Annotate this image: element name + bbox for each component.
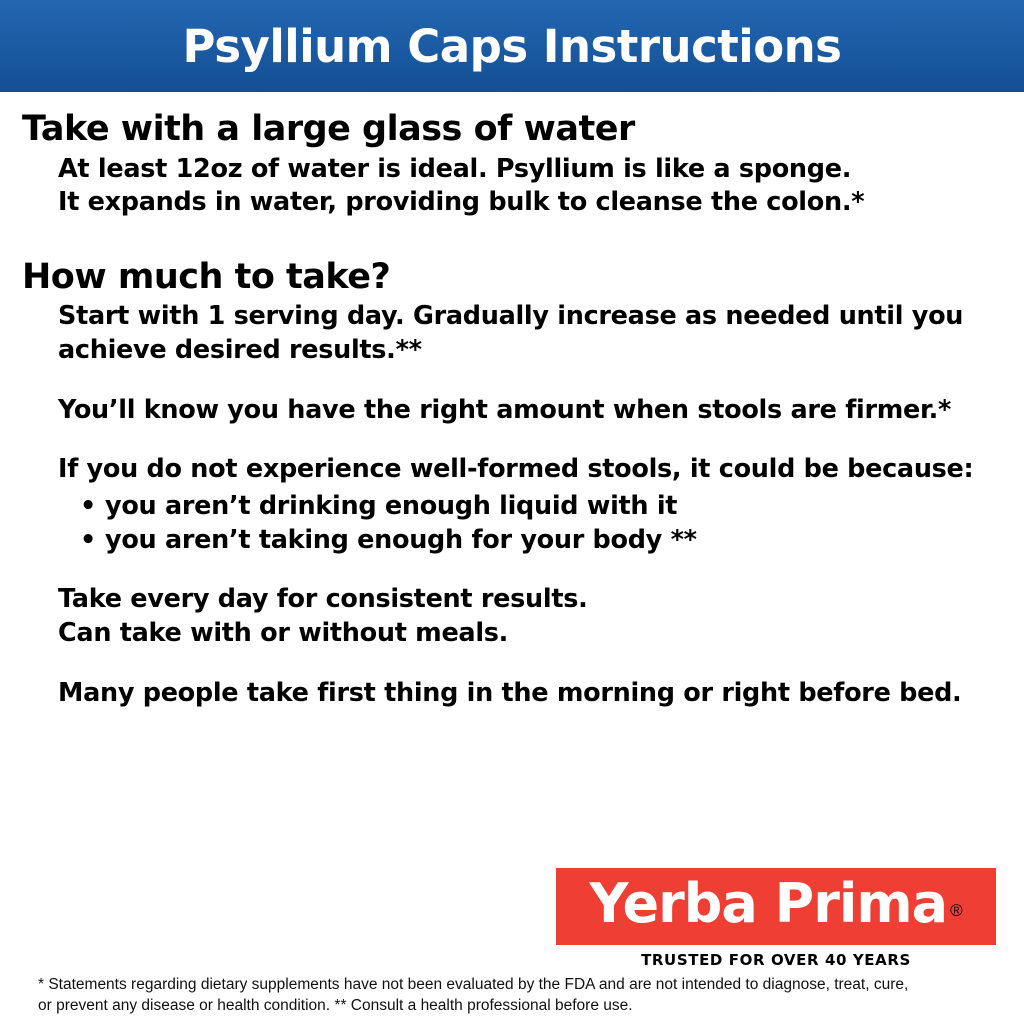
water-line-2: It expands in water, providing bulk to cleanse the colon.* [58, 187, 865, 218]
section-heading-water: Take with a large glass of water [22, 109, 635, 149]
section-heading-dosage: How much to take? [22, 256, 391, 297]
instructions-body [0, 92, 1024, 969]
final-line: Many people take first thing in the morning or right before bed. [58, 677, 962, 708]
footnote-line-2: or prevent any disease or health condition. ** Consult a health professional before use. [38, 997, 633, 1015]
closing-line-2: Can take with or without meals. [58, 617, 509, 648]
water-line-1: At least 12oz of water is ideal. Psyllium is like a sponge. [58, 153, 852, 184]
closing-line-1: Take every day for consistent results. [58, 584, 588, 615]
dosage-paragraph-3: If you do not experience well-formed stools, it could be because: [58, 454, 974, 485]
brand-tagline: TRUSTED FOR OVER 40 YEARS [641, 951, 911, 970]
dosage-paragraph-2: You’ll know you have the right amount when stools are firmer.* [58, 394, 952, 425]
brand-name: Yerba Prima [589, 872, 948, 936]
brand-logo-area [556, 868, 996, 969]
section-dosage-body [40, 300, 1002, 710]
list-item: • you aren’t drinking enough liquid with it [80, 489, 1002, 523]
header-banner [0, 0, 1024, 92]
page-title: Psyllium Caps Instructions [182, 19, 842, 73]
list-item: • you aren’t taking enough for your body ** [80, 523, 1002, 557]
brand-logo-box [556, 868, 996, 945]
dosage-paragraph-1: Start with 1 serving day. Gradually increase as needed until you achieve desired results.** [58, 301, 964, 365]
footnote [0, 969, 1024, 1023]
registered-trademark-icon: ® [950, 901, 963, 921]
dosage-bullet-list [80, 489, 1002, 557]
section-water-lines [40, 153, 1002, 220]
footnote-line-1: * Statements regarding dietary supplements have not been evaluated by the FDA and are not intended to diagnose, treat, cure, [38, 976, 909, 994]
